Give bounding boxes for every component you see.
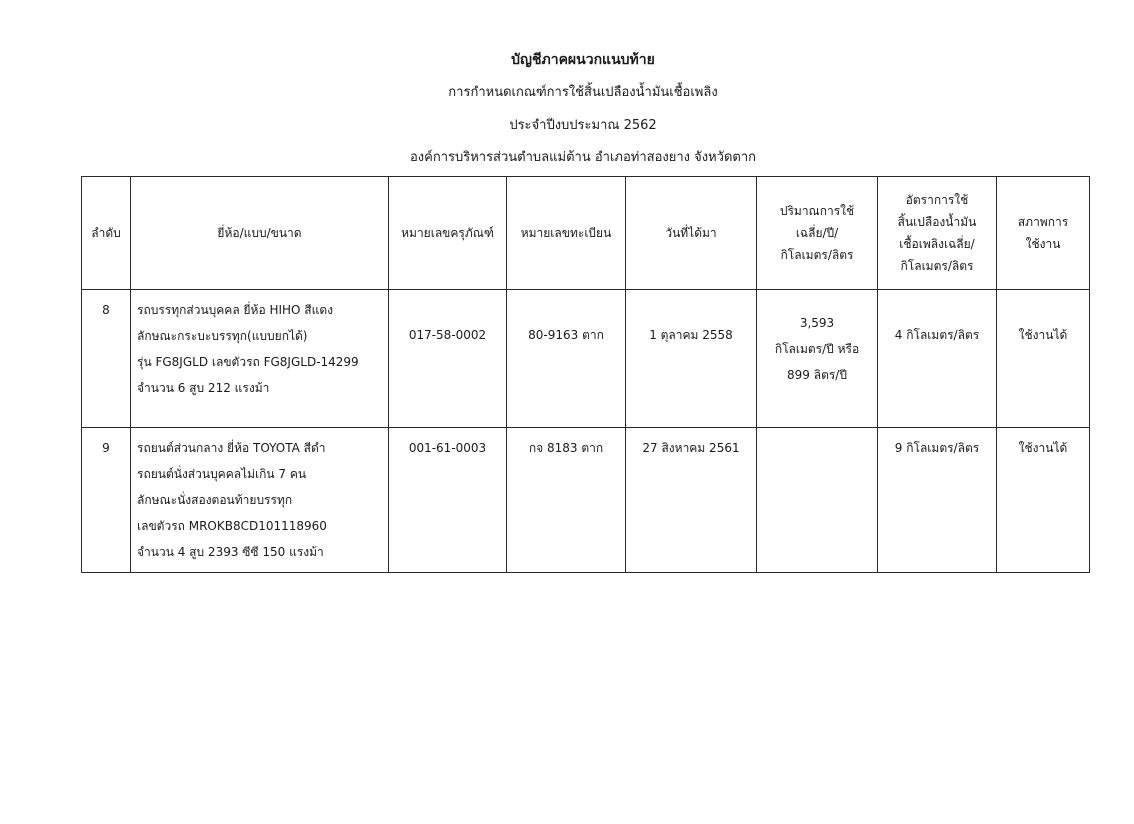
cell-status-text: ใช้งานได้ (1018, 441, 1068, 455)
column-header-rate (878, 177, 997, 290)
cell-usage (757, 290, 878, 428)
column-header-status-line: สภาพการ (1017, 215, 1069, 229)
brand-line: รถบรรทุกส่วนบุคคล ยี่ห้อ HIHO สีแดง (137, 303, 334, 317)
cell-acquired-date (626, 428, 757, 573)
cell-registration-text: กจ 8183 ตาก (528, 441, 604, 455)
fuel-consumption-table (81, 176, 1090, 573)
column-header-no: ลำดับ (82, 177, 131, 290)
cell-acquired-date (626, 290, 757, 428)
table-row (82, 428, 1090, 573)
cell-no (82, 290, 131, 428)
document-title: บัญชีภาคผนวกแนบท้าย (511, 52, 655, 68)
column-header-asset-no: หมายเลขครุภัณฑ์ (389, 177, 507, 290)
cell-asset-no-text: 017-58-0002 (408, 328, 487, 342)
cell-status (997, 290, 1090, 428)
column-header-status-line: ใช้งาน (1025, 237, 1061, 251)
cell-rate-text: 4 กิโลเมตร/ลิตร (894, 328, 980, 342)
brand-line: เลขตัวรถ MROKB8CD101118960 (137, 519, 327, 533)
cell-brand (131, 428, 389, 573)
brand-line: จำนวน 6 สูบ 212 แรงม้า (137, 381, 270, 395)
cell-no-text: 9 (102, 441, 110, 455)
usage-line: 899 ลิตร/ปี (787, 368, 847, 382)
column-header-usage (757, 177, 878, 290)
cell-rate-text: 9 กิโลเมตร/ลิตร (894, 441, 980, 455)
cell-registration-text: 80-9163 ตาก (528, 328, 604, 342)
cell-rate (878, 290, 997, 428)
brand-line: รุ่น FG8JGLD เลขตัวรถ FG8JGLD-14299 (137, 355, 359, 369)
column-header-registration: หมายเลขทะเบียน (507, 177, 626, 290)
column-header-usage-line: ปริมาณการใช้ (779, 204, 855, 218)
column-header-usage-line: กิโลเมตร/ลิตร (780, 248, 854, 262)
column-header-rate-line: อัตราการใช้ (905, 193, 969, 207)
cell-asset-no-text: 001-61-0003 (408, 441, 487, 455)
cell-acquired-date-text: 1 ตุลาคม 2558 (649, 328, 733, 342)
usage-line: กิโลเมตร/ปี หรือ (774, 342, 860, 356)
column-header-status (997, 177, 1090, 290)
table-row (82, 290, 1090, 428)
cell-asset-no (389, 290, 507, 428)
organization-line: องค์การบริหารส่วนตำบลแม่ต้าน อำเภอท่าสองยาง จังหวัดตาก (409, 150, 757, 165)
cell-status-text: ใช้งานได้ (1018, 328, 1068, 342)
document-subtitle: การกำหนดเกณฑ์การใช้สิ้นเปลืองน้ำมันเชื้อเพลิง (448, 85, 718, 100)
brand-line: รถยนต์ส่วนกลาง ยี่ห้อ TOYOTA สีดำ (137, 441, 326, 455)
brand-line: รถยนต์นั่งส่วนบุคคลไม่เกิน 7 คน (137, 467, 307, 481)
cell-acquired-date-text: 27 สิงหาคม 2561 (642, 441, 740, 455)
cell-no-text: 8 (102, 303, 110, 317)
cell-asset-no (389, 428, 507, 573)
cell-usage (757, 428, 878, 573)
column-header-acquired-date: วันที่ได้มา (626, 177, 757, 290)
column-header-brand: ยี่ห้อ/แบบ/ขนาด (131, 177, 389, 290)
brand-line: ลักษณะกระบะบรรทุก(แบบยกได้) (137, 329, 308, 343)
usage-line: 3,593 (799, 316, 835, 330)
column-header-rate-line: กิโลเมตร/ลิตร (900, 259, 974, 273)
cell-status (997, 428, 1090, 573)
column-header-rate-line: เชื้อเพลิงเฉลี่ย/ (899, 237, 975, 251)
column-header-rate-line: สิ้นเปลืองน้ำมัน (897, 215, 977, 229)
cell-registration (507, 428, 626, 573)
column-header-usage-line: เฉลี่ย/ปี/ (795, 226, 839, 240)
cell-no (82, 428, 131, 573)
brand-line: จำนวน 4 สูบ 2393 ซีซี 150 แรงม้า (137, 545, 324, 559)
table-header-row (82, 177, 1090, 290)
cell-registration (507, 290, 626, 428)
cell-rate (878, 428, 997, 573)
cell-brand (131, 290, 389, 428)
fiscal-year-line: ประจำปีงบประมาณ 2562 (509, 118, 657, 133)
brand-line: ลักษณะนั่งสองตอนท้ายบรรทุก (137, 493, 293, 507)
